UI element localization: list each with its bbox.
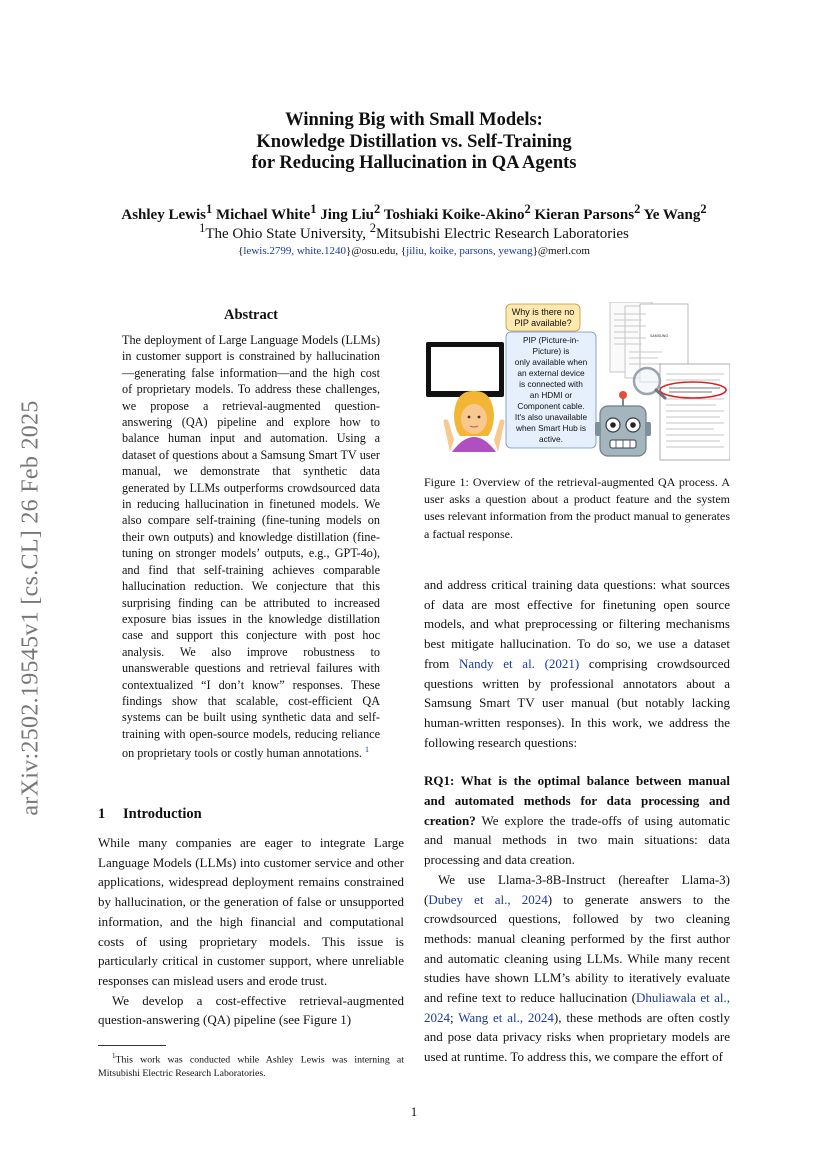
figure-caption: Figure 1: Overview of the retrieval-augmented QA process. A user asks a question about a product feature and the system uses relevant information from the product manual to generates a factual response. (424, 475, 730, 541)
section-heading: 1 Introduction (98, 806, 202, 822)
answer-line: active. (539, 434, 563, 444)
figure-illustration (424, 302, 730, 468)
figure-1 (424, 302, 730, 468)
paragraph: and address critical training data questions: what sources of data are most effective for finetuning open source models, and what preprocessing or filtering mechanisms best mitigate hallucination. To do so, we use a dataset from Nandy et al. (2021) comprising crowdsourced questions written by professional annotators about a Samsung Smart TV user manual (but notably lacking human-written responses). In this work, we address the following research questions: (424, 577, 730, 750)
answer-line: PIP (Picture-in- (522, 335, 580, 345)
author: Kieran Parsons$^2$ (534, 202, 641, 223)
title-line: Winning Big with Small Models: (285, 110, 543, 130)
answer-line: an HDMI or (529, 390, 573, 400)
author: Jing Liu$^2$ (320, 202, 381, 223)
answer-line: an external device (517, 368, 585, 378)
title-line: for Reducing Hallucination in QA Agents (251, 153, 577, 173)
answer-line: It's also unavailable (514, 412, 588, 422)
arxiv-stamp (10, 368, 52, 848)
email-link[interactable]: jiliu, koike, parsons, yewang (406, 245, 533, 257)
intro-left-column (98, 833, 404, 1030)
abstract-body: The deployment of Large Language Models (LLMs) in customer support is constrained by hallucination—generating false information—and the high cost of proprietary models. To address these challenges, we propose a retrieval-augmented question-answering (QA) pipeline and explore how to balance human input and automation. Using a dataset of questions about a Samsung Smart TV user manual, we demonstrate that synthetic data generated by LLMs outperforms crowdsourced data in reducing hallucination in finetuned models. We also compare self-training (fine-tuning models on their own outputs) and knowledge distillation (fine-tuning on stronger models’ outputs, e.g., GPT-4o), and find that self-training achieves comparable hallucination reduction. We conjecture that this surprising finding can be attributed to increased exposure bias issues in the knowledge distillation case and support this conjecture with post hoc analysis. We also improve robustness to unanswerable questions and retrieval failures with contextualized “I don’t know” responses. These findings show that scalable, cost-efficient QA systems can be built using synthetic data and self-training with open-source models, reducing reliance on proprietary tools or costly human annotations. $^1$ (122, 333, 380, 761)
paragraph: We use Llama-3-8B-Instruct (hereafter Llama-3) (Dubey et al., 2024) to generate answers to the crowdsourced questions, followed by two cleaning methods: manual cleaning performed by the first author and automatic cleaning using LLMs. While many recent studies have shown LLM’s ability to iteratively evaluate and refine text to reduce hallucination (Dhuliawala et al., 2024; Wang et al., 2024), these methods are often costly and pose data privacy risks when proprietary models are used at runtime. To address this, we compare the effort of (424, 871, 730, 1065)
intro-right-column (424, 575, 730, 1067)
citation-link[interactable]: Wang et al., 2024 (458, 1009, 554, 1025)
footnote-rule (98, 1045, 166, 1046)
person-icon (444, 391, 505, 452)
paragraph: We develop a cost-effective retrieval-augmented question-answering (QA) pipeline (see Figure 1) (98, 992, 404, 1028)
citation-link[interactable]: Dhuliawala et al., 2024 (424, 990, 730, 1025)
answer-line: Picture) is (532, 346, 570, 356)
research-question-1: RQ1: What is the optimal balance between manual and automated methods for data processing and creation? We explore the trade-offs of using automatic and manual methods in two main situations: data processing and data creation. (424, 773, 730, 868)
answer-line: Component cable. (517, 401, 585, 411)
footnote: $^1$This work was conducted while Ashley Lewis was interning at Mitsubishi Electric Research Laboratories. (98, 1052, 404, 1080)
doc-brand: SAMSUNG (650, 334, 669, 338)
paper-title (0, 110, 828, 175)
answer-line: is connected with (519, 379, 583, 389)
author-emails: {lewis.2799, white.1240}@osu.edu, {jiliu, koike, parsons, yewang}@merl.com (238, 245, 590, 257)
robot-icon (595, 391, 651, 456)
arxiv-id: arXiv:2502.19545v1 [cs.CL] 26 Feb 2025 (17, 400, 44, 816)
author: Michael White$^1$ (215, 202, 317, 223)
title-line: Knowledge Distillation vs. Self-Training (256, 131, 572, 152)
tv-icon (426, 342, 504, 397)
citation-link[interactable]: Nandy et al. (2021) (458, 655, 580, 671)
author: Toshiaki Koike-Akino$^2$ (383, 202, 531, 223)
question-text: PIP available? (514, 318, 572, 328)
author: Ye Wang$^2$ (643, 202, 707, 223)
answer-line: only available when (514, 357, 588, 367)
author: Ashley Lewis$^1$ (121, 202, 213, 223)
footnote-link[interactable]: 1 (365, 745, 370, 755)
answer-line: when Smart Hub is (515, 423, 587, 433)
question-text: Why is there no (511, 307, 575, 317)
affiliations: $^1$The Ohio State University, $^2$Mitsubishi Electric Research Laboratories (199, 221, 629, 242)
citation-link[interactable]: Dubey et al., 2024 (428, 891, 548, 907)
page-number: 1 (410, 1104, 418, 1119)
paragraph: While many companies are eager to integrate Large Language Models (LLMs) into customer service and other applications, widespread deployment remains constrained by hallucination, or the generation of false or unsupported information, and the high financial and computational costs of using proprietary models. This issue is particularly critical in customer support, where unreliable responses can mislead users and erode trust. (98, 835, 404, 988)
answer-bubble (506, 332, 596, 448)
email-link[interactable]: lewis.2799, white.1240 (243, 245, 347, 257)
abstract-heading: Abstract (224, 307, 278, 323)
question-bubble (506, 304, 580, 331)
